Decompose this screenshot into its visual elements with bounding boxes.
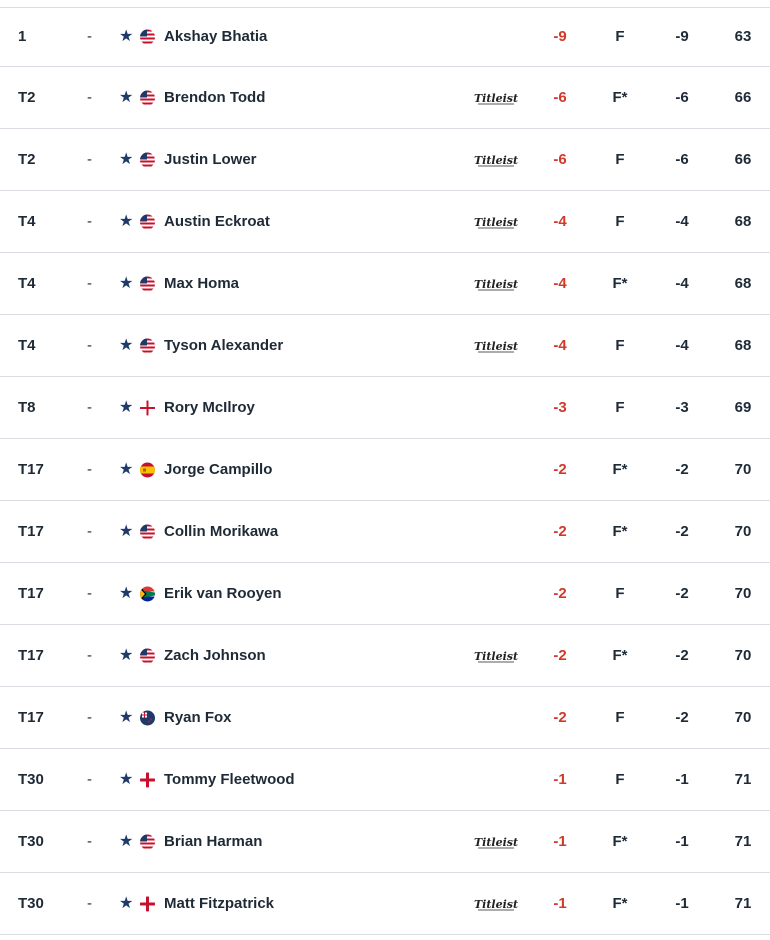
us-flag-icon [140,152,155,167]
total-score: 63 [734,28,752,45]
player-name-link[interactable]: Jorge Campillo [164,460,273,478]
titleist-logo-icon [472,212,520,232]
movement-indicator: - [87,398,92,416]
total-score: 66 [734,88,752,106]
svg-text:Titleist: Titleist [473,897,519,911]
position-label: T4 [18,212,36,230]
favorite-star-icon[interactable]: ★ [119,212,134,230]
player-name-link[interactable]: Brendon Todd [164,88,266,106]
thru-status: F [615,584,625,602]
player-name-link[interactable]: Austin Eckroat [164,212,270,230]
total-score: 71 [734,832,752,850]
player-name-link[interactable]: Zach Johnson [164,646,266,664]
us-flag-icon [140,276,155,291]
to-par-score: -1 [553,832,567,850]
position-label: T30 [18,770,44,788]
position-label: T17 [18,522,44,540]
total-score: 68 [734,274,752,292]
today-score: -4 [675,274,689,292]
england-flag-icon [140,896,155,911]
position-label: T17 [18,708,44,726]
titleist-logo-icon [472,150,520,170]
player-name-link[interactable]: Erik van Rooyen [164,584,282,602]
player-row[interactable] [0,811,770,873]
favorite-star-icon[interactable]: ★ [119,28,134,45]
svg-text:Titleist: Titleist [473,835,519,849]
position-label: T17 [18,584,44,602]
to-par-score: -3 [553,398,567,416]
today-score: -4 [675,336,689,354]
total-score: 71 [734,770,752,788]
movement-indicator: - [87,832,92,850]
position-label: T30 [18,894,44,912]
to-par-score: -2 [553,708,567,726]
thru-status: F* [612,832,628,850]
player-name-link[interactable]: Brian Harman [164,832,263,850]
favorite-star-icon[interactable]: ★ [119,336,134,354]
total-score: 71 [734,894,752,912]
total-score: 70 [734,460,752,478]
today-score: -2 [675,584,689,602]
player-row[interactable] [0,749,770,811]
player-row[interactable] [0,501,770,563]
player-row[interactable] [0,129,770,191]
favorite-star-icon[interactable]: ★ [119,460,134,478]
today-score: -1 [675,770,689,788]
player-row[interactable] [0,625,770,687]
svg-text:Titleist: Titleist [473,339,519,353]
favorite-star-icon[interactable]: ★ [119,88,134,106]
us-flag-icon [140,524,155,539]
thru-status: F* [612,646,628,664]
position-label: T17 [18,646,44,664]
movement-indicator: - [87,646,92,664]
position-label: T2 [18,88,36,106]
to-par-score: -2 [553,646,567,664]
player-name-link[interactable]: Matt Fitzpatrick [164,894,275,912]
player-row[interactable] [0,67,770,129]
england-flag-icon [140,772,155,787]
titleist-logo-icon [472,894,520,914]
today-score: -2 [675,708,689,726]
position-label: T30 [18,832,44,850]
thru-status: F [615,336,625,354]
movement-indicator: - [87,708,92,726]
favorite-star-icon[interactable]: ★ [119,522,134,540]
to-par-score: -2 [553,584,567,602]
thru-status: F [615,398,625,416]
today-score: -2 [675,522,689,540]
titleist-logo-icon [472,336,520,356]
to-par-score: -6 [553,150,567,168]
player-row[interactable] [0,191,770,253]
movement-indicator: - [87,28,92,45]
favorite-star-icon[interactable]: ★ [119,584,134,602]
favorite-star-icon[interactable]: ★ [119,646,134,664]
thru-status: F [615,150,625,168]
total-score: 70 [734,646,752,664]
svg-text:Titleist: Titleist [473,153,519,167]
us-flag-icon [140,648,155,663]
player-name-link[interactable]: Justin Lower [164,150,257,168]
thru-status: F [615,770,625,788]
thru-status: F [615,28,625,45]
today-score: -2 [675,460,689,478]
south-africa-flag-icon [140,586,155,601]
today-score: -4 [675,212,689,230]
today-score: -9 [675,28,689,45]
favorite-star-icon[interactable]: ★ [119,832,134,850]
movement-indicator: - [87,88,92,106]
favorite-star-icon[interactable]: ★ [119,708,134,726]
today-score: -2 [675,646,689,664]
to-par-score: -2 [553,460,567,478]
to-par-score: -1 [553,770,567,788]
player-name-link[interactable]: Max Homa [164,274,240,292]
leaderboard-table [0,7,770,935]
player-name-link[interactable]: Collin Morikawa [164,522,279,540]
favorite-star-icon[interactable]: ★ [119,398,134,416]
position-label: T2 [18,150,36,168]
thru-status: F [615,212,625,230]
titleist-logo-icon [472,88,520,108]
total-score: 70 [734,522,752,540]
thru-status: F* [612,894,628,912]
position-label: 1 [18,28,27,45]
to-par-score: -2 [553,522,567,540]
today-score: -3 [675,398,689,416]
us-flag-icon [140,90,155,105]
movement-indicator: - [87,274,92,292]
movement-indicator: - [87,212,92,230]
player-name-link[interactable]: Akshay Bhatia [164,28,268,45]
player-row[interactable] [0,873,770,935]
movement-indicator: - [87,770,92,788]
svg-text:Titleist: Titleist [473,649,519,663]
svg-text:Titleist: Titleist [473,277,519,291]
total-score: 68 [734,336,752,354]
to-par-score: -6 [553,88,567,106]
player-name-link[interactable]: Rory McIlroy [164,398,255,416]
thru-status: F* [612,522,628,540]
player-row[interactable] [0,563,770,625]
today-score: -1 [675,894,689,912]
position-label: T8 [18,398,36,416]
titleist-logo-icon [472,274,520,294]
thru-status: F* [612,88,628,106]
svg-text:Titleist: Titleist [473,215,519,229]
player-row[interactable] [0,439,770,501]
movement-indicator: - [87,150,92,168]
position-label: T4 [18,274,36,292]
to-par-score: -1 [553,894,567,912]
to-par-score: -4 [553,274,567,292]
today-score: -6 [675,88,689,106]
player-row[interactable] [0,687,770,749]
movement-indicator: - [87,894,92,912]
favorite-star-icon[interactable]: ★ [119,150,134,168]
favorite-star-icon[interactable]: ★ [119,770,134,788]
total-score: 70 [734,584,752,602]
position-label: T17 [18,460,44,478]
player-row[interactable] [0,253,770,315]
player-name-link[interactable]: Tyson Alexander [164,336,284,354]
favorite-star-icon[interactable]: ★ [119,274,134,292]
position-label: T4 [18,336,36,354]
new-zealand-flag-icon [140,710,155,725]
today-score: -1 [675,832,689,850]
titleist-logo-icon [472,832,520,852]
thru-status: F* [612,460,628,478]
svg-text:Titleist: Titleist [473,91,519,105]
total-score: 66 [734,150,752,168]
us-flag-icon [140,214,155,229]
us-flag-icon [140,338,155,353]
thru-status: F* [612,274,628,292]
player-row[interactable] [0,377,770,439]
movement-indicator: - [87,522,92,540]
total-score: 68 [734,212,752,230]
to-par-score: -9 [553,28,567,45]
movement-indicator: - [87,584,92,602]
player-name-link[interactable]: Tommy Fleetwood [164,770,295,788]
player-row[interactable] [0,315,770,377]
total-score: 70 [734,708,752,726]
us-flag-icon [140,30,155,45]
thru-status: F [615,708,625,726]
to-par-score: -4 [553,336,567,354]
player-name-link[interactable]: Ryan Fox [164,708,232,726]
total-score: 69 [734,398,752,416]
favorite-star-icon[interactable]: ★ [119,894,134,912]
us-flag-icon [140,834,155,849]
spain-flag-icon [140,462,155,477]
titleist-logo-icon [472,646,520,666]
movement-indicator: - [87,336,92,354]
player-row[interactable] [0,7,770,67]
today-score: -6 [675,150,689,168]
northern-ireland-flag-icon [140,400,155,415]
movement-indicator: - [87,460,92,478]
to-par-score: -4 [553,212,567,230]
